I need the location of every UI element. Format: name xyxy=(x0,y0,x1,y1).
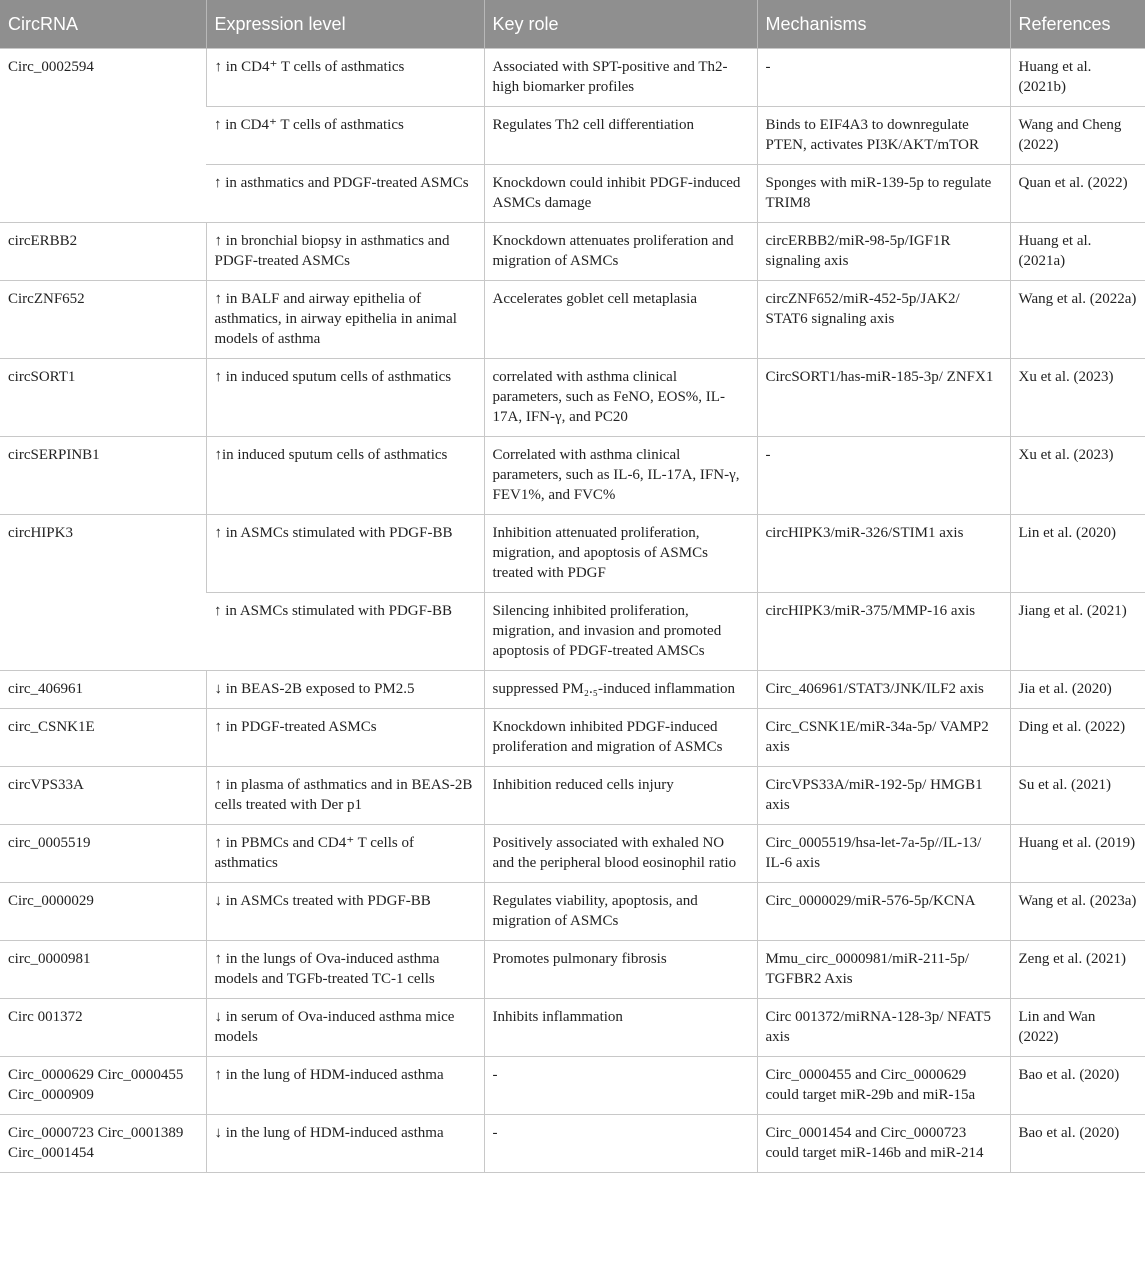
expression-cell: ↓ in BEAS-2B exposed to PM2.5 xyxy=(206,671,484,709)
circrna-cell: circHIPK3 xyxy=(0,515,206,671)
mechanism-cell: Circ_0001454 and Circ_0000723 could target miR-146b and miR-214 xyxy=(757,1115,1010,1173)
expression-cell: ↓ in ASMCs treated with PDGF-BB xyxy=(206,883,484,941)
expression-cell: ↑ in CD4⁺ T cells of asthmatics xyxy=(206,107,484,165)
key-role-cell: Associated with SPT-positive and Th2-high biomarker profiles xyxy=(484,49,757,107)
reference-cell: Huang et al. (2021b) xyxy=(1010,49,1145,107)
expression-cell: ↑ in the lungs of Ova-induced asthma models and TGFb-treated TC-1 cells xyxy=(206,941,484,999)
key-role-cell: Knockdown attenuates proliferation and migration of ASMCs xyxy=(484,223,757,281)
key-role-cell: Silencing inhibited proliferation, migration, and invasion and promoted apoptosis of PDGF-treated AMSCs xyxy=(484,593,757,671)
circrna-cell: Circ 001372 xyxy=(0,999,206,1057)
table-row xyxy=(0,825,1145,883)
table-row xyxy=(0,999,1145,1057)
key-role-cell: Accelerates goblet cell metaplasia xyxy=(484,281,757,359)
header-row xyxy=(0,0,1145,49)
circrna-cell: Circ_0002594 xyxy=(0,49,206,223)
mechanism-cell: Circ_0000029/miR-576-5p/KCNA xyxy=(757,883,1010,941)
key-role-cell: Positively associated with exhaled NO and the peripheral blood eosinophil ratio xyxy=(484,825,757,883)
expression-cell: ↑ in PBMCs and CD4⁺ T cells of asthmatics xyxy=(206,825,484,883)
reference-cell: Lin et al. (2020) xyxy=(1010,515,1145,593)
mechanism-cell: circZNF652/miR-452-5p/JAK2/ STAT6 signaling axis xyxy=(757,281,1010,359)
key-role-cell: Knockdown inhibited PDGF-induced proliferation and migration of ASMCs xyxy=(484,709,757,767)
mechanism-cell: circERBB2/miR-98-5p/IGF1R signaling axis xyxy=(757,223,1010,281)
expression-cell: ↑ in BALF and airway epithelia of asthmatics, in airway epithelia in animal models of asthma xyxy=(206,281,484,359)
mechanism-cell: Mmu_circ_0000981/miR-211-5p/ TGFBR2 Axis xyxy=(757,941,1010,999)
expression-cell: ↑ in ASMCs stimulated with PDGF-BB xyxy=(206,593,484,671)
key-role-cell: Inhibits inflammation xyxy=(484,999,757,1057)
table-row xyxy=(0,941,1145,999)
key-role-cell: - xyxy=(484,1057,757,1115)
header-circrna: CircRNA xyxy=(0,0,206,49)
mechanism-cell: - xyxy=(757,437,1010,515)
expression-cell: ↑ in PDGF-treated ASMCs xyxy=(206,709,484,767)
mechanism-cell: Circ_406961/STAT3/JNK/ILF2 axis xyxy=(757,671,1010,709)
key-role-cell: Knockdown could inhibit PDGF-induced ASMCs damage xyxy=(484,165,757,223)
reference-cell: Zeng et al. (2021) xyxy=(1010,941,1145,999)
table-row xyxy=(0,359,1145,437)
key-role-cell: Inhibition reduced cells injury xyxy=(484,767,757,825)
circrna-cell: Circ_0000029 xyxy=(0,883,206,941)
key-role-cell: Correlated with asthma clinical parameters, such as IL-6, IL-17A, IFN-γ, FEV1%, and FVC% xyxy=(484,437,757,515)
table-row xyxy=(0,767,1145,825)
reference-cell: Wang et al. (2023a) xyxy=(1010,883,1145,941)
header-key-role: Key role xyxy=(484,0,757,49)
mechanism-cell: Binds to EIF4A3 to downregulate PTEN, activates PI3K/AKT/mTOR xyxy=(757,107,1010,165)
circrna-cell: circVPS33A xyxy=(0,767,206,825)
header-mechanisms: Mechanisms xyxy=(757,0,1010,49)
key-role-cell: Regulates viability, apoptosis, and migration of ASMCs xyxy=(484,883,757,941)
expression-cell: ↑ in ASMCs stimulated with PDGF-BB xyxy=(206,515,484,593)
table-row xyxy=(0,671,1145,709)
reference-cell: Bao et al. (2020) xyxy=(1010,1057,1145,1115)
expression-cell: ↑ in CD4⁺ T cells of asthmatics xyxy=(206,49,484,107)
reference-cell: Huang et al. (2019) xyxy=(1010,825,1145,883)
expression-cell: ↑ in plasma of asthmatics and in BEAS-2B cells treated with Der p1 xyxy=(206,767,484,825)
key-role-cell: Regulates Th2 cell differentiation xyxy=(484,107,757,165)
expression-cell: ↓ in the lung of HDM-induced asthma xyxy=(206,1115,484,1173)
reference-cell: Wang and Cheng (2022) xyxy=(1010,107,1145,165)
expression-cell: ↑in induced sputum cells of asthmatics xyxy=(206,437,484,515)
reference-cell: Bao et al. (2020) xyxy=(1010,1115,1145,1173)
circrna-cell: circ_0005519 xyxy=(0,825,206,883)
table-row xyxy=(0,1057,1145,1115)
key-role-cell: Inhibition attenuated proliferation, migration, and apoptosis of ASMCs treated with PDGF xyxy=(484,515,757,593)
table-row xyxy=(0,223,1145,281)
mechanism-cell: Circ_CSNK1E/miR-34a-5p/ VAMP2 axis xyxy=(757,709,1010,767)
table-row xyxy=(0,515,1145,593)
header-references: References xyxy=(1010,0,1145,49)
header-expression-level: Expression level xyxy=(206,0,484,49)
table-row xyxy=(0,883,1145,941)
expression-cell: ↑ in asthmatics and PDGF-treated ASMCs xyxy=(206,165,484,223)
expression-cell: ↓ in serum of Ova-induced asthma mice models xyxy=(206,999,484,1057)
key-role-cell: - xyxy=(484,1115,757,1173)
mechanism-cell: circHIPK3/miR-326/STIM1 axis xyxy=(757,515,1010,593)
expression-cell: ↑ in the lung of HDM-induced asthma xyxy=(206,1057,484,1115)
reference-cell: Jiang et al. (2021) xyxy=(1010,593,1145,671)
circrna-cell: circSORT1 xyxy=(0,359,206,437)
mechanism-cell: CircSORT1/has-miR-185-3p/ ZNFX1 xyxy=(757,359,1010,437)
key-role-cell: correlated with asthma clinical parameters, such as FeNO, EOS%, IL-17A, IFN-γ, and PC20 xyxy=(484,359,757,437)
mechanism-cell: CircVPS33A/miR-192-5p/ HMGB1 axis xyxy=(757,767,1010,825)
table-row xyxy=(0,1115,1145,1173)
table-row xyxy=(0,49,1145,107)
reference-cell: Huang et al. (2021a) xyxy=(1010,223,1145,281)
reference-cell: Wang et al. (2022a) xyxy=(1010,281,1145,359)
reference-cell: Quan et al. (2022) xyxy=(1010,165,1145,223)
mechanism-cell: Circ_0005519/hsa-let-7a-5p//IL-13/ IL-6 axis xyxy=(757,825,1010,883)
mechanism-cell: circHIPK3/miR-375/MMP-16 axis xyxy=(757,593,1010,671)
circrna-cell: circ_406961 xyxy=(0,671,206,709)
table-row xyxy=(0,709,1145,767)
circrna-cell: circSERPINB1 xyxy=(0,437,206,515)
circrna-cell: Circ_0000723 Circ_0001389 Circ_0001454 xyxy=(0,1115,206,1173)
table-row xyxy=(0,281,1145,359)
mechanism-cell: - xyxy=(757,49,1010,107)
reference-cell: Xu et al. (2023) xyxy=(1010,437,1145,515)
reference-cell: Xu et al. (2023) xyxy=(1010,359,1145,437)
circrna-cell: Circ_0000629 Circ_0000455 Circ_0000909 xyxy=(0,1057,206,1115)
reference-cell: Ding et al. (2022) xyxy=(1010,709,1145,767)
table-row xyxy=(0,437,1145,515)
expression-cell: ↑ in induced sputum cells of asthmatics xyxy=(206,359,484,437)
mechanism-cell: Circ_0000455 and Circ_0000629 could target miR-29b and miR-15a xyxy=(757,1057,1010,1115)
reference-cell: Jia et al. (2020) xyxy=(1010,671,1145,709)
expression-cell: ↑ in bronchial biopsy in asthmatics and PDGF-treated ASMCs xyxy=(206,223,484,281)
circrna-cell: circERBB2 xyxy=(0,223,206,281)
key-role-cell: suppressed PM₂.₅-induced inflammation xyxy=(484,671,757,709)
mechanism-cell: Sponges with miR-139-5p to regulate TRIM8 xyxy=(757,165,1010,223)
circrna-cell: circ_CSNK1E xyxy=(0,709,206,767)
circrna-cell: circ_0000981 xyxy=(0,941,206,999)
circrna-cell: CircZNF652 xyxy=(0,281,206,359)
reference-cell: Su et al. (2021) xyxy=(1010,767,1145,825)
mechanism-cell: Circ 001372/miRNA-128-3p/ NFAT5 axis xyxy=(757,999,1010,1057)
reference-cell: Lin and Wan (2022) xyxy=(1010,999,1145,1057)
key-role-cell: Promotes pulmonary fibrosis xyxy=(484,941,757,999)
